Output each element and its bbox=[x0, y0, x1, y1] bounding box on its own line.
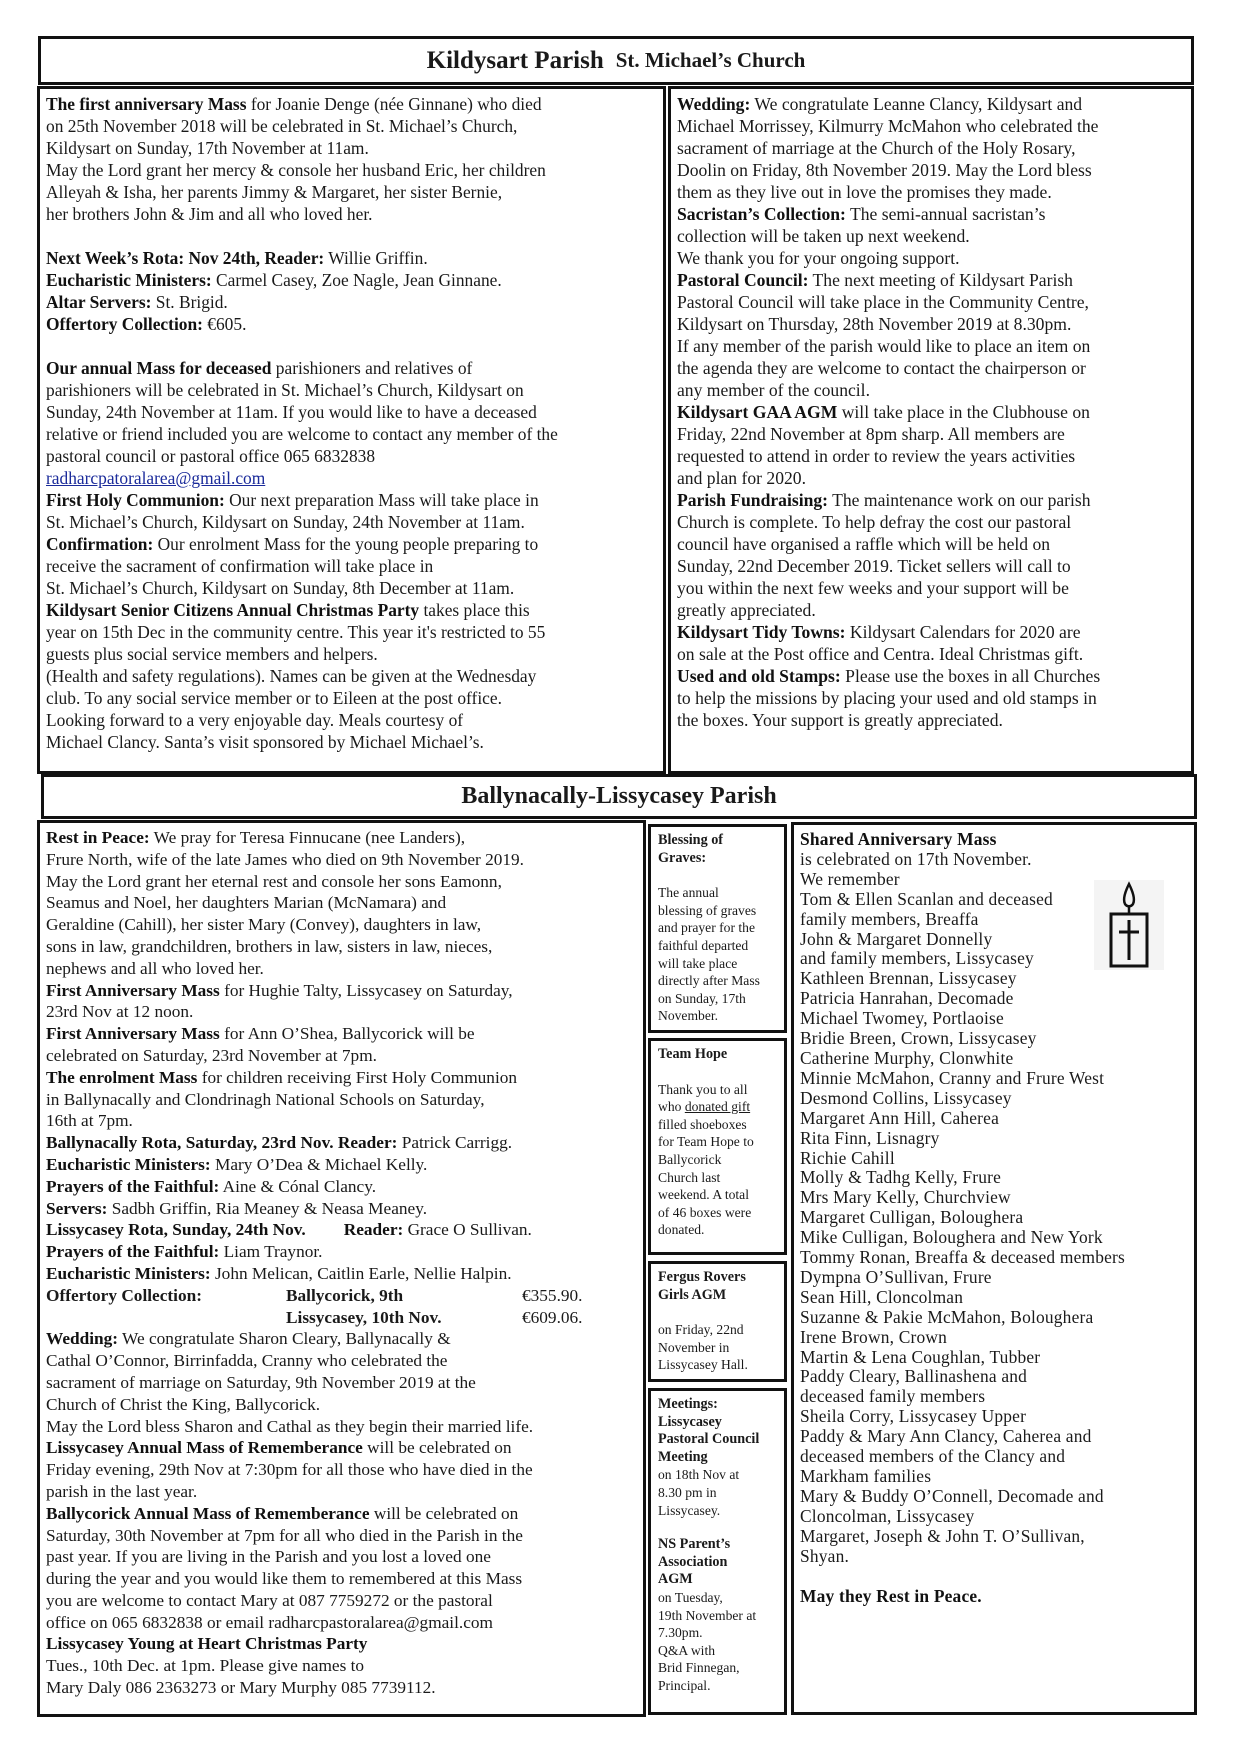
offertory-amount: €609.06. bbox=[522, 1307, 583, 1327]
box-title: Fergus Rovers bbox=[658, 1269, 746, 1285]
box-text: 7.30pm. bbox=[658, 1625, 703, 1641]
notice-text: Sunday, 24th November at 11am. If you would like to have a deceased bbox=[46, 402, 537, 422]
remembered-name: Shyan. bbox=[800, 1545, 850, 1566]
notice-text: sacrament of marriage on Saturday, 9th November 2019 at the bbox=[46, 1372, 476, 1392]
rota-section bbox=[46, 247, 657, 335]
notice-text: We congratulate Leanne Clancy, Kildysart and bbox=[750, 94, 1083, 114]
intro-text: We remember bbox=[800, 868, 900, 889]
ministers-label: Eucharistic Ministers: bbox=[46, 1263, 211, 1283]
box-text: Brid Finnegan, bbox=[658, 1660, 740, 1676]
notice-text: for Hughie Talty, Lissycasey on Saturday, bbox=[219, 980, 513, 1000]
offertory-label: Offertory Collection: bbox=[46, 1285, 202, 1305]
rota-label: Next Week’s Rota: Nov 24th, Reader: bbox=[46, 248, 325, 268]
box-text: Ballycorick bbox=[658, 1151, 722, 1167]
notice-text: any member of the council. bbox=[677, 380, 870, 400]
notice-text: Pastoral Council will take place in the Community Centre, bbox=[677, 292, 1089, 312]
prayers-label: Prayers of the Faithful: bbox=[46, 1242, 220, 1262]
notice-text: (Health and safety regulations). Names can be given at the Wednesday bbox=[46, 666, 537, 686]
notice-text: Cathal O’Connor, Birrinfadda, Cranny who celebrated the bbox=[46, 1351, 448, 1371]
gaa-agm-notice bbox=[677, 401, 1185, 489]
remembered-name: Markham families bbox=[800, 1466, 932, 1486]
notice-heading: Confirmation: bbox=[46, 534, 154, 554]
rota-reader: Willie Griffin. bbox=[324, 248, 428, 268]
remembered-name: Richie Cahill bbox=[800, 1147, 895, 1168]
ministers-value: John Melican, Caitlin Earle, Nellie Halpin. bbox=[210, 1263, 512, 1283]
notice-text: Our enrolment Mass for the young people preparing to bbox=[153, 534, 539, 554]
box-text: November in bbox=[658, 1339, 730, 1355]
anniversary-notice bbox=[46, 980, 637, 1024]
remembered-name: family members, Breaffa bbox=[800, 908, 979, 929]
rota-label: Lissycasey Rota, Sunday, 24th Nov. bbox=[46, 1220, 306, 1240]
offertory-place: Ballycorick, 9th bbox=[286, 1285, 404, 1305]
servers-label: Altar Servers: bbox=[46, 292, 152, 312]
remembered-name: and family members, Lissycasey bbox=[800, 948, 1034, 969]
offertory-label: Offertory Collection: bbox=[46, 314, 203, 334]
notice-heading: First Anniversary Mass bbox=[46, 980, 220, 1000]
remembered-name: Cloncolman, Lissycasey bbox=[800, 1505, 975, 1526]
notice-heading: Wedding: bbox=[46, 1329, 119, 1349]
notice-text: to help the missions by placing your used and old stamps in bbox=[677, 688, 1097, 708]
servers-value: St. Brigid. bbox=[151, 292, 228, 312]
notice-text: St. Michael’s Church, Kildysart on Sunday, 24th November at 11am. bbox=[46, 512, 525, 532]
remembered-names-list bbox=[800, 890, 1188, 1567]
box-text-underlined: donated gift bbox=[684, 1099, 751, 1115]
offertory-row bbox=[46, 1307, 637, 1329]
notice-text: receive the sacrament of confirmation will take place in bbox=[46, 556, 434, 576]
notice-text: during the year and you would like them to remembered at this Mass bbox=[46, 1569, 523, 1589]
box-text: on 18th Nov at bbox=[658, 1467, 740, 1483]
notice-heading: Kildysart Senior Citizens Annual Christmas Party bbox=[46, 600, 420, 620]
notice-text: celebrated on Saturday, 23rd November at 7pm. bbox=[46, 1045, 377, 1065]
anniversary-notice bbox=[46, 93, 657, 225]
remembered-name: Dympna O’Sullivan, Frure bbox=[800, 1266, 992, 1287]
notice-text: the agenda they are welcome to contact the chairperson or bbox=[677, 358, 1086, 378]
box-text: blessing of graves bbox=[658, 902, 757, 918]
box-title: Girls AGM bbox=[658, 1286, 727, 1303]
notice-text: and plan for 2020. bbox=[677, 468, 806, 488]
notice-text: will take place in the Clubhouse on bbox=[837, 402, 1090, 422]
notice-text: The next meeting of Kildysart Parish bbox=[808, 270, 1073, 290]
notice-text: We pray for Teresa Finnucane (nee Landers), bbox=[149, 828, 466, 847]
box-text: Principal. bbox=[658, 1677, 711, 1693]
box-title: Meetings: bbox=[658, 1396, 718, 1412]
notice-text: The maintenance work on our parish bbox=[828, 490, 1091, 510]
notice-text: The semi-annual sacristan’s bbox=[845, 204, 1046, 224]
notice-text: St. Michael’s Church, Kildysart on Sunday, 8th December at 11am. bbox=[46, 578, 515, 598]
lissycasey-remembrance-notice bbox=[46, 1437, 637, 1502]
notice-text: Tues., 10th Dec. at 1pm. Please give names to bbox=[46, 1656, 365, 1676]
notice-text: Alleyah & Isha, her parents Jimmy & Margaret, her sister Bernie, bbox=[46, 182, 503, 202]
notice-text: you within the next few weeks and your support will be bbox=[677, 578, 1069, 598]
prayers-value: Aine & Cónal Clancy. bbox=[219, 1176, 377, 1196]
notice-text: pastoral council or pastoral office 065 6832838 bbox=[46, 446, 376, 466]
notice-text: on sale at the Post office and Centra. Ideal Christmas gift. bbox=[677, 644, 1084, 664]
notice-heading: The first anniversary Mass bbox=[46, 94, 247, 114]
box-text: faithful departed bbox=[658, 937, 749, 953]
senior-party-notice bbox=[46, 599, 657, 753]
anniversary-notice bbox=[46, 1023, 637, 1067]
notice-text: Geraldine (Cahill), her sister Mary (Convey), daughters in law, bbox=[46, 915, 482, 935]
notice-text: sons in law, grandchildren, brothers in law, sisters in law, nieces, bbox=[46, 936, 493, 956]
box-text: 8.30 pm in bbox=[658, 1484, 717, 1500]
ministers-value: Carmel Casey, Zoe Nagle, Jean Ginnane. bbox=[211, 270, 502, 290]
notice-heading: First Anniversary Mass bbox=[46, 1024, 220, 1044]
remembered-name: Kathleen Brennan, Lissycasey bbox=[800, 968, 1017, 989]
remembered-name: Bridie Breen, Crown, Lissycasey bbox=[800, 1028, 1037, 1049]
notice-text: 23rd Nov at 12 noon. bbox=[46, 1002, 194, 1022]
notice-text: May the Lord grant her mercy & console her husband Eric, her children bbox=[46, 160, 546, 180]
remembered-name: Paddy Cleary, Ballinashena and bbox=[800, 1366, 1028, 1387]
notice-text: office on 065 6832838 or email radharcpastoralarea@gmail.com bbox=[46, 1612, 493, 1632]
notice-text: We thank you for your ongoing support. bbox=[677, 248, 960, 268]
ballycorick-remembrance-notice bbox=[46, 1503, 637, 1634]
parish-title: Ballynacally-Lissycasey Parish bbox=[461, 783, 777, 809]
notice-heading: Our annual Mass for deceased bbox=[46, 358, 272, 378]
notice-heading: Used and old Stamps: bbox=[677, 666, 841, 686]
notice-heading: Ballycorick Annual Mass of Rememberance bbox=[46, 1503, 370, 1523]
notice-text: year on 15th Dec in the community centre. This year it's restricted to 55 bbox=[46, 622, 546, 642]
blessing-of-graves-box bbox=[648, 824, 787, 1033]
box-title: Team Hope bbox=[658, 1046, 728, 1062]
notice-text: We congratulate Sharon Cleary, Ballynacally & bbox=[118, 1329, 451, 1349]
notice-text: sacrament of marriage at the Church of the Holy Rosary, bbox=[677, 138, 1076, 158]
notice-text: May the Lord grant her eternal rest and console her sons Eamonn, bbox=[46, 871, 502, 891]
box-text: The annual bbox=[658, 885, 719, 901]
ministers-label: Eucharistic Ministers: bbox=[46, 270, 212, 290]
remembered-name: Margaret, Joseph & John T. O’Sullivan, bbox=[800, 1525, 1085, 1546]
reader-label: Reader: bbox=[343, 1220, 404, 1240]
notice-text: for Ann O’Shea, Ballycorick will be bbox=[219, 1024, 475, 1044]
notice-text: on 25th November 2018 will be celebrated in St. Michael’s Church, bbox=[46, 116, 518, 136]
notice-text: Kildysart Calendars for 2020 are bbox=[845, 622, 1081, 642]
box-text: directly after Mass bbox=[658, 973, 760, 989]
box-title: NS Parent’s bbox=[658, 1536, 731, 1553]
remembered-name: deceased members of the Clancy and bbox=[800, 1446, 1066, 1467]
notice-text: nephews and all who loved her. bbox=[46, 958, 264, 978]
box-text: on Tuesday, bbox=[658, 1589, 723, 1605]
notice-text: them as they live out in love the promises they made. bbox=[677, 182, 1052, 202]
notice-text: in Ballynacally and Clondrinagh National Schools on Saturday, bbox=[46, 1089, 485, 1109]
notice-heading: Pastoral Council: bbox=[677, 270, 809, 290]
offertory-amount: €355.90. bbox=[522, 1285, 583, 1305]
notice-heading: First Holy Communion: bbox=[46, 490, 225, 510]
box-text: Lissycasey. bbox=[658, 1502, 721, 1518]
kildysart-header bbox=[38, 36, 1194, 85]
notice-text: Friday evening, 29th Nov at 7:30pm for all those who have died in the bbox=[46, 1460, 533, 1480]
rip-notice bbox=[46, 827, 637, 980]
notice-text: Michael Morrissey, Kilmurry McMahon who celebrated the bbox=[677, 116, 1099, 136]
notice-text: her brothers John & Jim and all who loved her. bbox=[46, 204, 373, 224]
remembered-name: Irene Brown, Crown bbox=[800, 1326, 948, 1347]
ballynacally-left-panel bbox=[37, 820, 646, 1717]
notice-heading: Sacristan’s Collection: bbox=[677, 204, 846, 224]
notice-text: Kildysart on Sunday, 17th November at 11am. bbox=[46, 138, 369, 158]
box-text: Q&A with bbox=[658, 1642, 716, 1658]
notice-text: Mary Daly 086 2363273 or Mary Murphy 085 7739112. bbox=[46, 1678, 436, 1698]
remembered-name: Desmond Collins, Lissycasey bbox=[800, 1087, 1012, 1108]
notice-heading: Lissycasey Young at Heart Christmas Party bbox=[46, 1634, 368, 1654]
shared-anniversary-panel bbox=[791, 822, 1197, 1715]
box-text: for Team Hope to bbox=[658, 1134, 754, 1150]
offertory-place: Lissycasey, 10th Nov. bbox=[286, 1307, 442, 1327]
notice-text: for children receiving First Holy Communion bbox=[197, 1067, 518, 1087]
notice-heading: Rest in Peace: bbox=[46, 828, 150, 847]
fergus-rovers-box bbox=[648, 1261, 787, 1382]
remembered-name: Patricia Hanrahan, Decomade bbox=[800, 988, 1014, 1009]
sacristan-notice bbox=[677, 203, 1185, 269]
notice-text: Friday, 22nd November at 8pm sharp. All members are bbox=[677, 424, 1065, 444]
remembered-name: Minnie McMahon, Cranny and Frure West bbox=[800, 1067, 1105, 1088]
servers-label: Servers: bbox=[46, 1198, 108, 1218]
box-text: will take place bbox=[658, 955, 738, 971]
panel-title: Shared Anniversary Mass bbox=[800, 829, 997, 849]
notice-text: collection will be taken up next weekend. bbox=[677, 226, 970, 246]
ministers-value: Mary O’Dea & Michael Kelly. bbox=[210, 1154, 428, 1174]
box-title: Blessing of bbox=[658, 832, 724, 848]
remembered-name: Michael Twomey, Portlaoise bbox=[800, 1008, 1004, 1029]
notice-text: guests plus social service members and helpers. bbox=[46, 644, 378, 664]
rota-label: Ballynacally Rota, Saturday, 23rd Nov. Reader: bbox=[46, 1133, 398, 1153]
box-text: and prayer for the bbox=[658, 920, 755, 936]
box-text: of 46 boxes were bbox=[658, 1204, 752, 1220]
remembered-name: Rita Finn, Lisnagry bbox=[800, 1127, 940, 1148]
pastoral-council-notice bbox=[677, 269, 1185, 401]
notice-text: takes place this bbox=[419, 600, 530, 620]
box-text: on Friday, 22nd bbox=[658, 1322, 744, 1338]
ballynacally-header bbox=[41, 774, 1197, 819]
notice-text: will be celebrated on bbox=[362, 1438, 512, 1458]
servers-value: Sadbh Griffin, Ria Meaney & Neasa Meaney. bbox=[107, 1198, 428, 1218]
notice-text: relative or friend included you are welcome to contact any member of the bbox=[46, 424, 558, 444]
notice-heading: The enrolment Mass bbox=[46, 1067, 198, 1087]
kildysart-right-panel bbox=[668, 86, 1194, 774]
notice-heading: Wedding: bbox=[677, 94, 751, 114]
communion-notice bbox=[46, 489, 657, 533]
box-text: filled shoeboxes bbox=[658, 1116, 747, 1132]
notice-text: for Joanie Denge (née Ginnane) who died bbox=[246, 94, 542, 114]
remembered-name: Tommy Ronan, Breaffa & deceased members bbox=[800, 1247, 1125, 1268]
ballynacally-rota bbox=[46, 1132, 637, 1219]
notice-heading: Lissycasey Annual Mass of Rememberance bbox=[46, 1438, 363, 1458]
notice-text: past year. If you are living in the Parish and you lost a loved one bbox=[46, 1547, 491, 1567]
young-at-heart-notice bbox=[46, 1633, 637, 1698]
parish-title: Kildysart Parish bbox=[426, 46, 604, 74]
notice-text: Seamus and Noel, her daughters Marian (McNamara) and bbox=[46, 893, 447, 913]
team-hope-box bbox=[648, 1038, 787, 1255]
remembered-name: Suzanne & Pakie McMahon, Boloughera bbox=[800, 1306, 1094, 1327]
notice-text: parish in the last year. bbox=[46, 1481, 198, 1501]
notice-text: Church is complete. To help defray the cost our pastoral bbox=[677, 512, 1072, 532]
box-text: November. bbox=[658, 1008, 719, 1024]
box-title: Association bbox=[658, 1553, 728, 1570]
notice-text: parishioners will be celebrated in St. Michael’s Church, Kildysart on bbox=[46, 380, 524, 400]
notice-text: Our next preparation Mass will take place in bbox=[224, 490, 539, 510]
box-title: AGM bbox=[658, 1571, 693, 1588]
closing-text: May they Rest in Peace. bbox=[800, 1585, 982, 1606]
notice-text: If any member of the parish would like to place an item on bbox=[677, 336, 1091, 356]
prayers-value: Liam Traynor. bbox=[219, 1242, 323, 1262]
notice-text: Please use the boxes in all Churches bbox=[840, 666, 1101, 686]
stamps-notice bbox=[677, 665, 1185, 731]
notice-text: 16th at 7pm. bbox=[46, 1111, 133, 1131]
box-title: Meeting bbox=[658, 1448, 708, 1465]
notice-text: Frure North, wife of the late James who died on 9th November 2019. bbox=[46, 849, 525, 869]
notice-heading: Kildysart GAA AGM bbox=[677, 402, 838, 422]
kildysart-left-panel bbox=[37, 86, 666, 774]
ministers-label: Eucharistic Ministers: bbox=[46, 1154, 211, 1174]
notice-text: parishioners and relatives of bbox=[271, 358, 473, 378]
remembered-name: John & Margaret Donnelly bbox=[800, 928, 993, 949]
offertory-row bbox=[46, 1285, 637, 1307]
wedding-notice bbox=[46, 1328, 637, 1437]
candle-cross-icon bbox=[1094, 880, 1164, 970]
rota-reader: Patrick Carrigg. bbox=[397, 1133, 513, 1153]
rota-reader: Grace O Sullivan. bbox=[403, 1220, 532, 1240]
notice-text: Michael Clancy. Santa’s visit sponsored by Michael Michael’s. bbox=[46, 732, 484, 752]
box-title: Pastoral Council bbox=[658, 1431, 760, 1448]
remembered-name: Paddy & Mary Ann Clancy, Caherea and bbox=[800, 1426, 1092, 1447]
notice-text: you are welcome to contact Mary at 087 7759272 or the pastoral bbox=[46, 1590, 493, 1610]
notice-text: Kildysart on Thursday, 28th November 2019 at 8.30pm. bbox=[677, 314, 1072, 334]
remembered-name: Martin & Lena Coughlan, Tubber bbox=[800, 1346, 1041, 1367]
remembered-name: Sheila Corry, Lissycasey Upper bbox=[800, 1406, 1027, 1427]
wedding-notice bbox=[677, 93, 1185, 203]
notice-heading: Parish Fundraising: bbox=[677, 490, 829, 510]
remembered-name: Mrs Mary Kelly, Churchview bbox=[800, 1187, 1011, 1208]
remembered-name: Margaret Culligan, Boloughera bbox=[800, 1207, 1024, 1228]
box-text: Lissycasey Hall. bbox=[658, 1357, 748, 1373]
notice-text: Saturday, 30th November at 7pm for all who died in the Parish in the bbox=[46, 1525, 523, 1545]
prayers-label: Prayers of the Faithful: bbox=[46, 1176, 220, 1196]
remembered-name: deceased family members bbox=[800, 1386, 986, 1407]
notice-text: greatly appreciated. bbox=[677, 600, 816, 620]
notice-text: May the Lord bless Sharon and Cathal as they begin their married life. bbox=[46, 1416, 534, 1436]
box-title: Lissycasey bbox=[658, 1413, 722, 1430]
box-text: on Sunday, 17th bbox=[658, 990, 746, 1006]
notice-heading: Kildysart Tidy Towns: bbox=[677, 622, 846, 642]
remembered-name: Margaret Ann Hill, Caherea bbox=[800, 1107, 1000, 1128]
church-subtitle: St. Michael’s Church bbox=[615, 48, 806, 72]
box-text: who bbox=[658, 1099, 685, 1115]
remembered-name: Catherine Murphy, Clonwhite bbox=[800, 1047, 1014, 1068]
notice-text: Looking forward to a very enjoyable day. Meals courtesy of bbox=[46, 710, 464, 730]
remembered-name: Molly & Tadhg Kelly, Frure bbox=[800, 1167, 1002, 1188]
notice-text: Church of Christ the King, Ballycorick. bbox=[46, 1394, 321, 1414]
notice-text: Doolin on Friday, 8th November 2019. May the Lord bless bbox=[677, 160, 1092, 180]
deceased-mass-notice bbox=[46, 357, 657, 489]
box-text: Church last bbox=[658, 1169, 721, 1185]
email-link[interactable]: radharcpatoralarea@gmail.com bbox=[46, 468, 266, 488]
notice-text: requested to attend in order to review the years activities bbox=[677, 446, 1076, 466]
box-title: Graves: bbox=[658, 849, 707, 866]
confirmation-notice bbox=[46, 533, 657, 599]
meetings-box bbox=[648, 1388, 787, 1715]
notice-text: the boxes. Your support is greatly appreciated. bbox=[677, 710, 1003, 730]
remembered-name: Mike Culligan, Boloughera and New York bbox=[800, 1227, 1103, 1248]
notice-text: Sunday, 22nd December 2019. Ticket sellers will call to bbox=[677, 556, 1071, 576]
tidy-towns-notice bbox=[677, 621, 1185, 665]
remembered-name: Sean Hill, Cloncolman bbox=[800, 1286, 964, 1307]
intro-text: is celebrated on 17th November. bbox=[800, 848, 1032, 869]
lissycasey-rota bbox=[46, 1219, 637, 1284]
box-text: Thank you to all bbox=[658, 1081, 748, 1097]
fundraising-notice bbox=[677, 489, 1185, 621]
offertory-table bbox=[46, 1285, 637, 1329]
box-text: 19th November at bbox=[658, 1607, 757, 1623]
remembered-name: Tom & Ellen Scanlan and deceased bbox=[800, 888, 1053, 909]
remembered-name: Mary & Buddy O’Connell, Decomade and bbox=[800, 1485, 1104, 1506]
notice-text: will be celebrated on bbox=[369, 1503, 519, 1523]
box-text: weekend. A total bbox=[658, 1187, 749, 1203]
offertory-value: €605. bbox=[202, 314, 247, 334]
enrolment-notice bbox=[46, 1067, 637, 1132]
notice-text: club. To any social service member or to Eileen at the post office. bbox=[46, 688, 502, 708]
notice-text: council have organised a raffle which will be held on bbox=[677, 534, 1051, 554]
box-text: donated. bbox=[658, 1222, 705, 1238]
